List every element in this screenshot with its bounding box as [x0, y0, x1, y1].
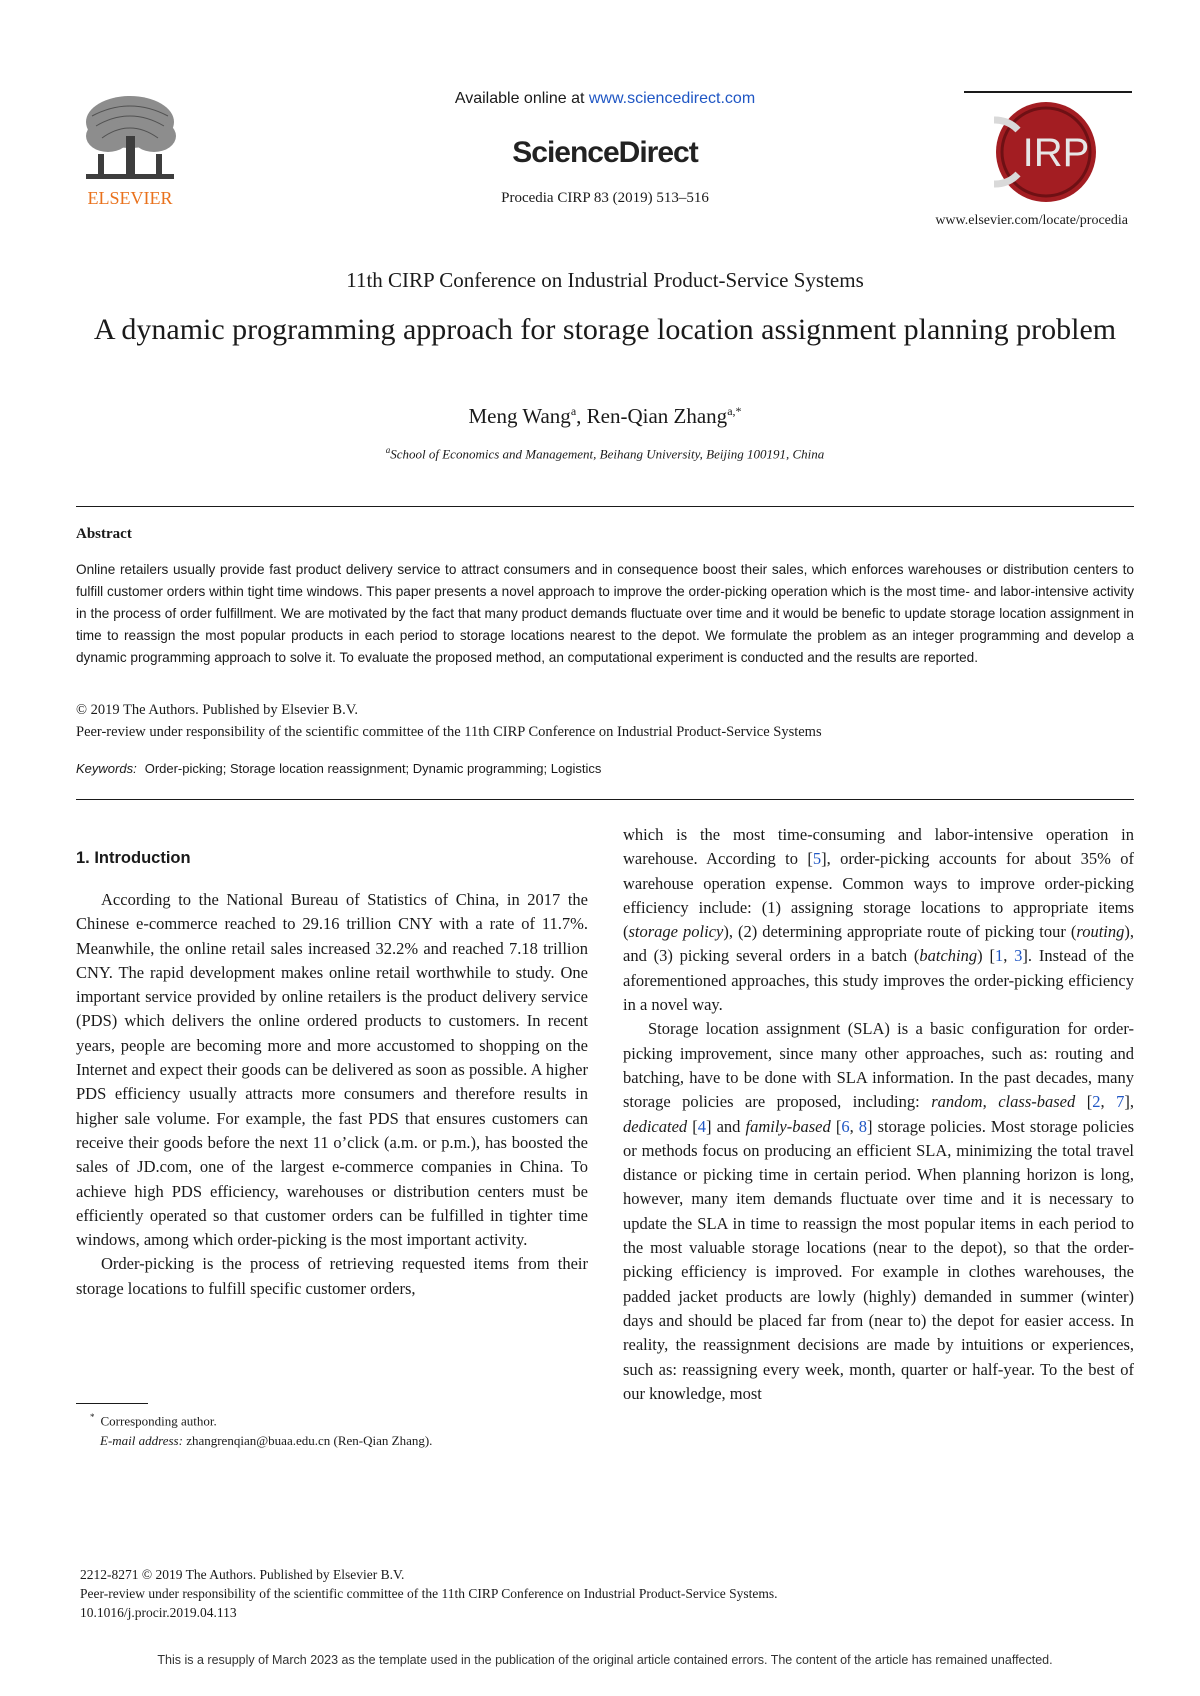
column-left — [76, 888, 588, 1301]
elsevier-wordmark: ELSEVIER — [87, 188, 173, 208]
available-online-label: Available online at — [454, 90, 589, 107]
peer-review-line: Peer-review under responsibility of the scientific committee of the 11th CIRP Conference on Industrial Product-Service Systems — [76, 724, 822, 740]
footnote-email — [100, 1433, 432, 1449]
cirp-rule — [964, 91, 1132, 93]
intro-paragraph-3: which is the most time-consuming and labor-intensive operation in warehouse. According to [5], order-picking accounts for about 35% of warehouse operation expense. Common ways to improve order-picking efficiency include: (1) assigning storage locations to appropriate items (storage policy), (2) determining appropriate route of picking tour (routing), and (3) picking several orders in a batch (batching) [1, 3]. Instead of the aforementioned approaches, this study improves the order-picking efficiency in a novel way. — [623, 825, 1134, 1015]
cirp-emblem-icon — [994, 100, 1098, 204]
author-list — [0, 404, 1200, 429]
footnote-corresponding-text: Corresponding author. — [100, 1413, 217, 1429]
author-separator: , — [576, 404, 587, 428]
author-affiliation-mark: a,* — [727, 404, 742, 418]
citation-link[interactable]: 8 — [858, 1116, 868, 1136]
divider-bottom — [76, 799, 1134, 800]
affiliation — [0, 445, 1200, 462]
column-right — [623, 823, 1134, 1406]
section-heading-introduction: 1. Introduction — [76, 849, 191, 867]
email-address: zhangrenqian@buaa.edu.cn (Ren-Qian Zhang). — [186, 1433, 433, 1448]
cirp-logo — [994, 100, 1098, 204]
footnote-corresponding — [90, 1412, 217, 1429]
citation-link[interactable]: 4 — [697, 1116, 706, 1136]
sciencedirect-link[interactable]: www.sciencedirect.com — [588, 90, 756, 107]
author-name: Ren-Qian Zhang — [586, 404, 728, 428]
abstract-body: Online retailers usually provide fast product delivery service to attract consumers and in consequence boost their sales, which enforces warehouses or distribution centers to fulfill customer orders within tight time windows. This paper presents a novel approach to improve the order-picking operation which is the most time- and labor-intensive activity in the process of order fulfillment. We are motivated by the fact that many product demands fluctuate over time and it would be benefic to update storage location assignment in time to reassign the most popular products in each period to storage locations nearest to the depot. We formulate the problem as an integer programming and develop a dynamic programming approach to solve it. To evaluate the proposed method, an computational experiment is conducted and the results are reported. — [76, 562, 1134, 665]
citation-link[interactable]: 5 — [812, 849, 822, 869]
intro-paragraph-2: Order-picking is the process of retrieving requested items from their storage locations to fulfill specific customer orders, — [76, 1254, 588, 1298]
citation-link[interactable]: 7 — [1116, 1092, 1125, 1112]
author-affiliation-mark: a — [570, 404, 577, 418]
affiliation-text: School of Economics and Management, Beihang University, Beijing 100191, China — [390, 446, 825, 462]
keywords-list: Order-picking; Storage location reassignment; Dynamic programming; Logistics — [144, 761, 602, 776]
affiliation-mark: a — [385, 445, 391, 455]
author-name: Meng Wang — [468, 404, 571, 428]
journal-reference: Procedia CIRP 83 (2019) 513–516 — [501, 190, 709, 206]
footnote-marker: * — [90, 1412, 95, 1422]
paper-title: A dynamic programming approach for storage location assignment planning problem — [93, 313, 1117, 346]
footer-doi: 10.1016/j.procir.2019.04.113 — [80, 1605, 237, 1620]
citation-link[interactable]: 1 — [994, 946, 1004, 966]
platform-name: ScienceDirect — [512, 136, 698, 169]
divider-top — [76, 506, 1134, 507]
journal-url: www.elsevier.com/locate/procedia — [935, 213, 1128, 228]
citation-link[interactable]: 6 — [841, 1116, 850, 1136]
footer-issn: 2212-8271 © 2019 The Authors. Published by Elsevier B.V. — [80, 1567, 405, 1582]
footer-peer-review: Peer-review under responsibility of the scientific committee of the 11th CIRP Conference on Industrial Product-Service Systems. — [80, 1586, 778, 1601]
cirp-logo-text: IRP — [1022, 131, 1090, 175]
footnote-rule — [76, 1403, 148, 1404]
copyright-line: © 2019 The Authors. Published by Elsevier B.V. — [76, 702, 358, 718]
intro-paragraph-4: Storage location assignment (SLA) is a basic configuration for order-picking improvement, since many other approaches, such as: routing and batching, have to be done with SLA information. In the past decades, many storage policies are proposed, including: random, class-based [2, 7], dedicated [4] and family-based [6, 8] storage policies. Most storage policies or methods focus on producing an efficient SLA, minimizing the total travel distance or picking time in certain period. When planning horizon is long, however, many item demands fluctuate over time and it is necessary to update the SLA in time to reassign the most popular items in each period to the most valuable storage locations (near to the depot), so that the order-picking efficiency is improved. For example in clothes warehouses, the padded jacket products are lowly (highly) demanded in summer (winter) days and should be placed far from (near to) the depot for easier access. In reality, the reassignment decisions are made by intuitions or experiences, such as: reassigning every week, month, quarter or half-year. To the best of our knowledge, most — [623, 1019, 1135, 1403]
citation-link[interactable]: 3 — [1014, 946, 1023, 966]
resupply-note: This is a resupply of March 2023 as the template used in the publication of the original article contained errors. The content of the article has remained unaffected. — [157, 1653, 1053, 1667]
intro-paragraph-1: According to the National Bureau of Statistics of China, in 2017 the Chinese e-commerce reached to 29.16 trillion CNY with a rate of 11.7%. Meanwhile, the online retail sales increased 32.2% and reached 7.18 trillion CNY. The rapid development makes online retail worthwhile to study. One important service provided by online retailers is the product delivery service (PDS) which delivers the online ordered products to customers. In recent years, people are becoming more and more accustomed to shopping on the Internet and expect their goods can be delivered as soon as possible. A higher PDS efficiency usually attracts more consumers and therefore results in higher sale volume. For example, the fast PDS that ensures customers can receive their goods before the next 11 o’click (a.m. or p.m.), has boosted the sales of JD.com, one of the largest e-commerce companies in China. To achieve high PDS efficiency, warehouses or distribution centers must be efficiently operated so that customer orders can be fulfilled in tighter time windows, among which order-picking is the most important activity. — [76, 890, 588, 1250]
citation-link[interactable]: 2 — [1092, 1092, 1101, 1112]
email-label: E-mail address: — [100, 1433, 183, 1448]
conference-name: 11th CIRP Conference on Industrial Product-Service Systems — [346, 268, 864, 292]
abstract-heading: Abstract — [76, 526, 132, 542]
keywords-label: Keywords: — [76, 761, 137, 776]
keywords — [76, 761, 601, 776]
